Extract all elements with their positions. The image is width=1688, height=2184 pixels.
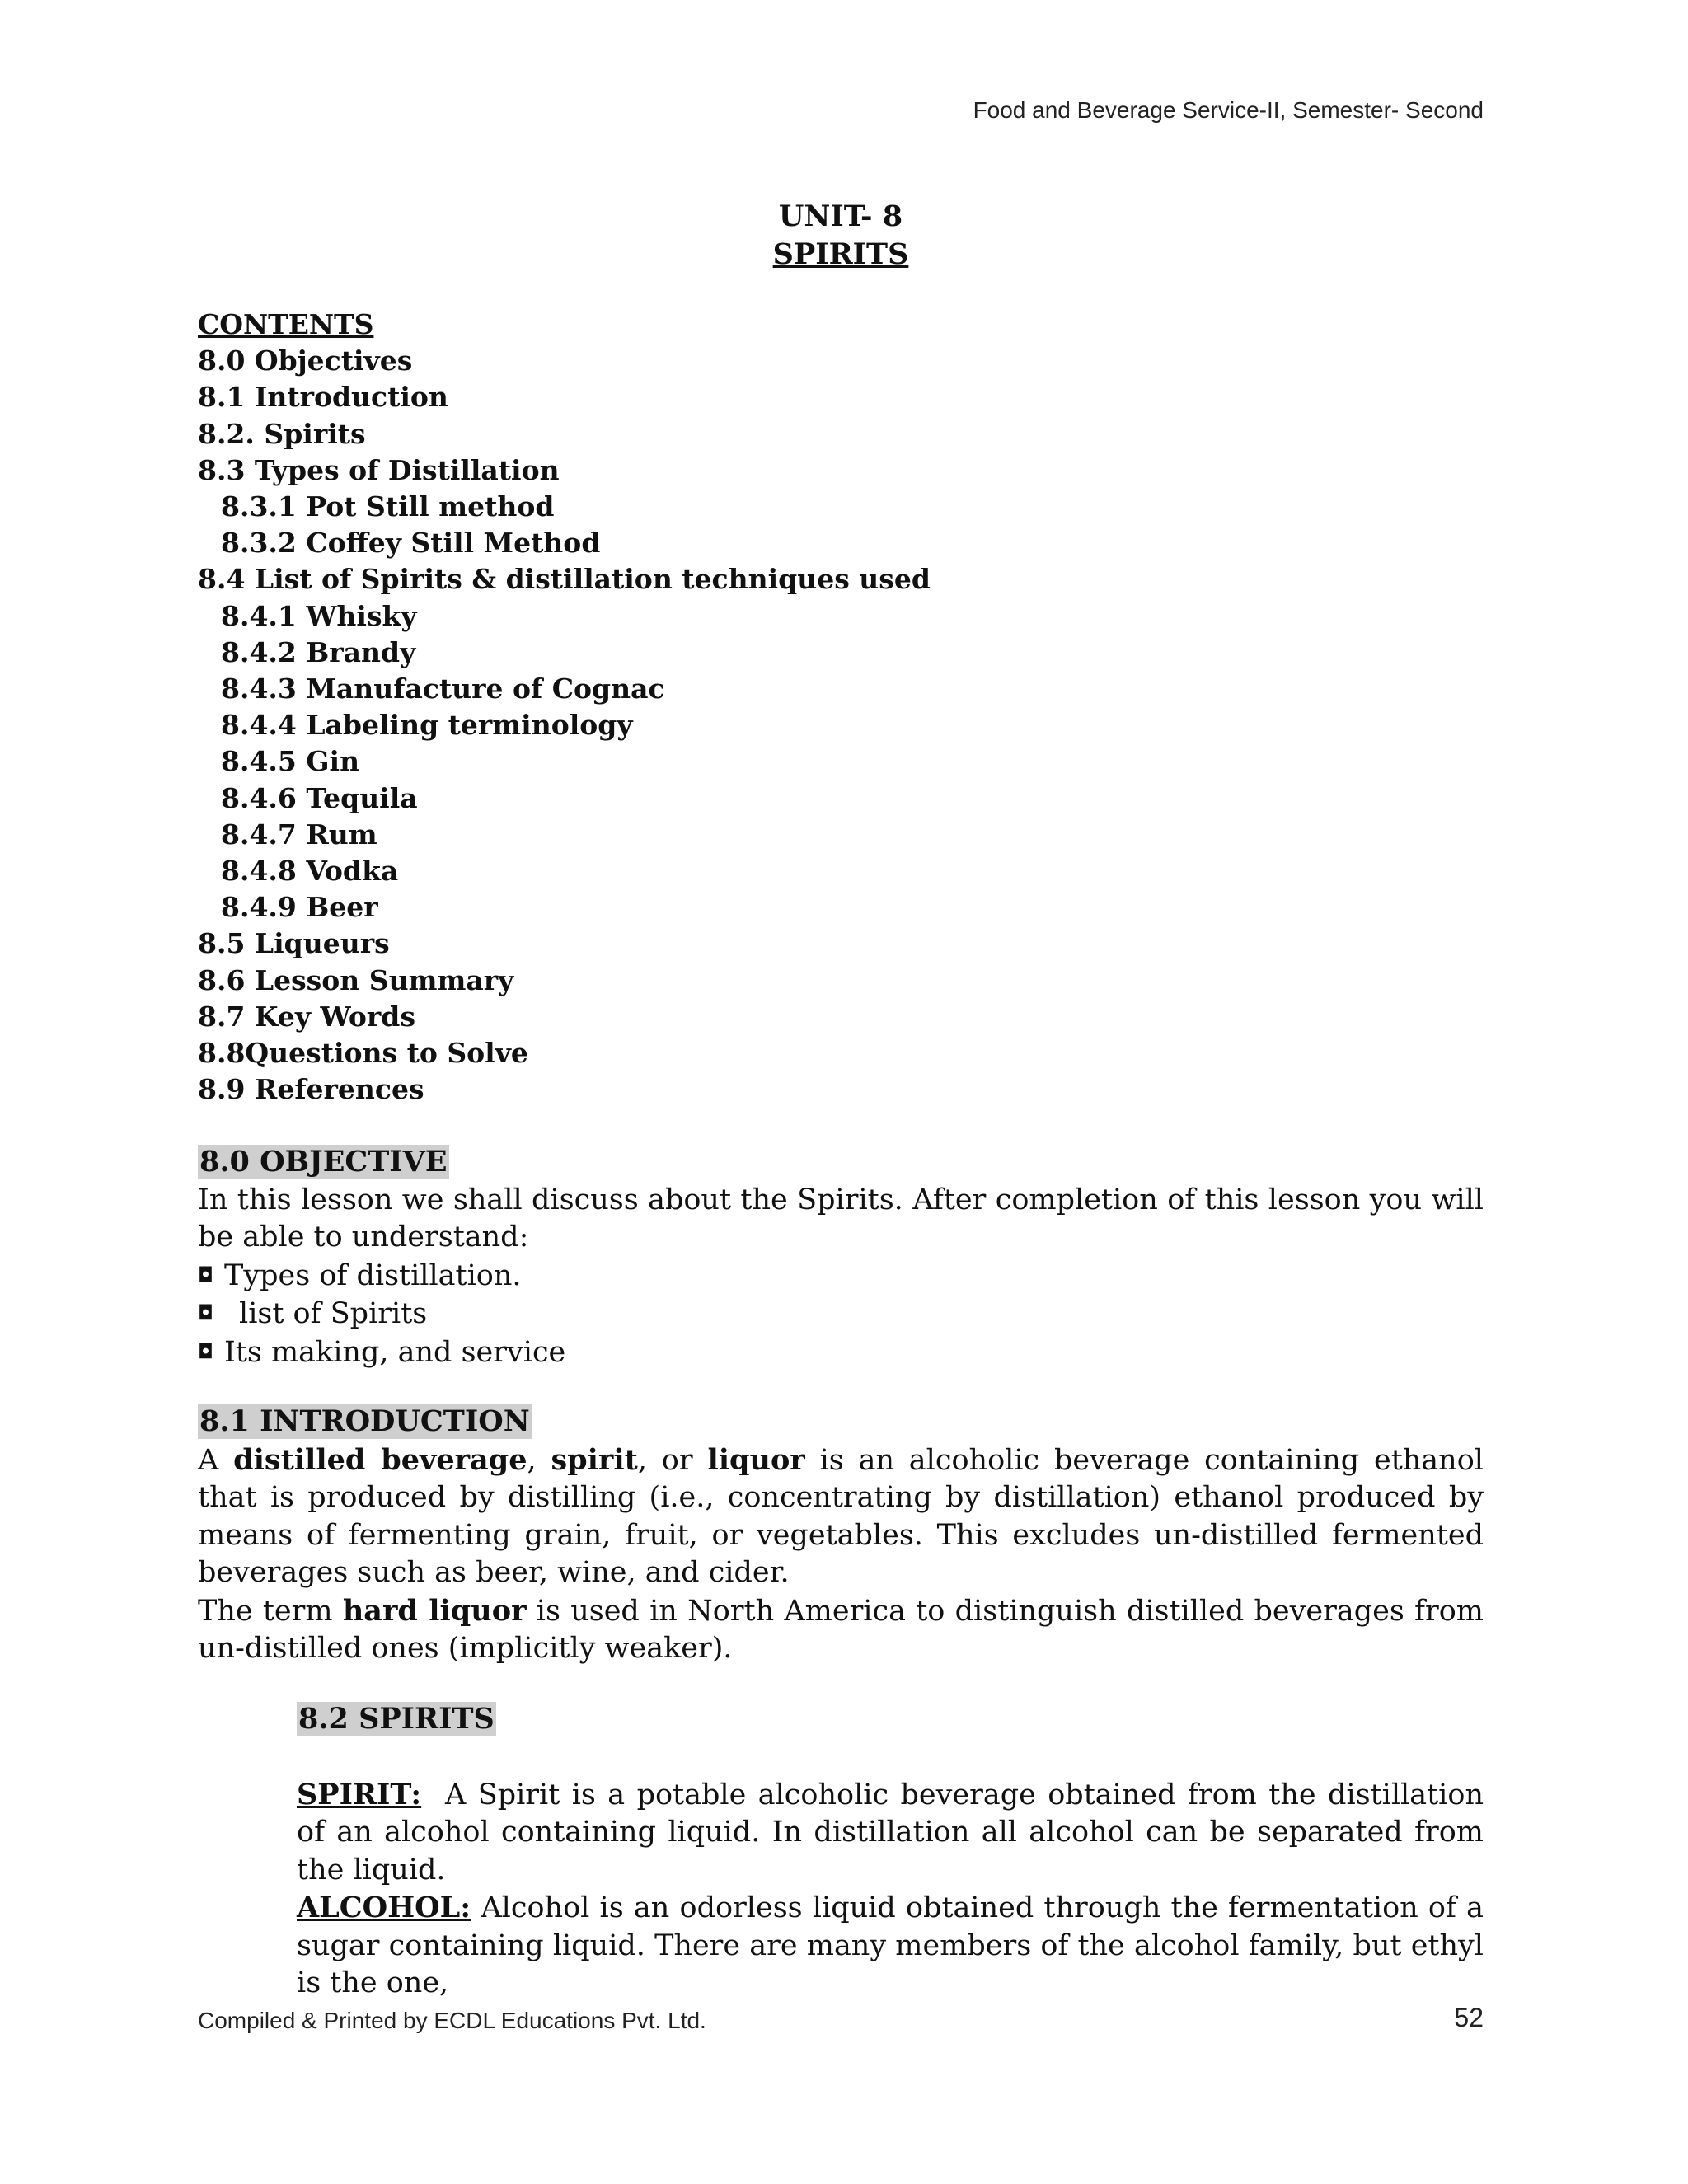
- page-number: 52: [1454, 2003, 1484, 2032]
- contents-subitem: 8.4.6 Tequila: [221, 781, 418, 814]
- contents-subitem: 8.4.8 Vodka: [221, 855, 399, 888]
- contents-subitem: 8.4.7 Rum: [221, 818, 377, 851]
- list-item: ◘ list of Spirits: [198, 1295, 1484, 1333]
- contents-subitem: 8.4.5 Gin: [221, 745, 360, 778]
- introduction-paragraph-1: A distilled beverage, spirit, or liquor is an alcoholic beverage containing ethanol that is produced by distilling (i.e., concentrating by distillation) ethanol produced by means of fermenting grain, fruit, or vegetables. This excludes un-distilled fermented beverages such as beer, wine, and cider.: [198, 1442, 1484, 1589]
- list-item: ◘ Types of distillation.: [198, 1257, 1484, 1296]
- contents-subitem: 8.4.4 Labeling terminology: [221, 709, 633, 742]
- contents-subitem: 8.3.1 Pot Still method: [221, 490, 555, 523]
- running-header: Food and Beverage Service-II, Semester- Second: [973, 97, 1484, 123]
- contents-item: 8.7 Key Words: [198, 1000, 415, 1033]
- unit-name: SPIRITS: [772, 237, 909, 271]
- contents-item: 8.3 Types of Distillation: [198, 453, 560, 486]
- objective-heading: 8.0 OBJECTIVE: [199, 1145, 448, 1179]
- contents-item: 8.8Questions to Solve: [198, 1037, 528, 1070]
- introduction-section: [198, 1404, 1484, 1668]
- contents-item: 8.0 Objectives: [198, 344, 413, 377]
- contents-list: [198, 307, 1269, 1108]
- objective-text: In this lesson we shall discuss about the Spirits. After completion of this lesson you will be able to understand:: [198, 1183, 1484, 1254]
- list-item: ◘ Its making, and service: [198, 1333, 1484, 1372]
- contents-subitem: 8.4.1 Whisky: [221, 599, 417, 632]
- contents-item: 8.2. Spirits: [198, 417, 366, 450]
- spirits-section: [297, 1701, 1484, 2003]
- contents-item: 8.9 References: [198, 1073, 424, 1106]
- contents-subitem: 8.4.3 Manufacture of Cognac: [221, 673, 665, 705]
- footer-credit: Compiled & Printed by ECDL Educations Pvt. Ltd.: [198, 2008, 706, 2033]
- spirit-term: SPIRIT:: [297, 1777, 422, 1811]
- introduction-paragraph-2: The term hard liquor is used in North America to distinguish distilled beverages from un-distilled ones (implicitly weaker).: [198, 1593, 1484, 1665]
- introduction-heading: 8.1 INTRODUCTION: [199, 1404, 530, 1438]
- objective-section: [198, 1144, 1484, 1371]
- contents-subitem: 8.4.2 Brandy: [221, 635, 416, 668]
- alcohol-definition: ALCOHOL: Alcohol is an odorless liquid obtained through the fermentation of a sugar containing liquid. There are many members of the alcohol family, but ethyl is the one,: [297, 1891, 1484, 1999]
- contents-item: 8.5 Liqueurs: [198, 927, 390, 960]
- contents-subitem: 8.3.2 Coffey Still Method: [221, 527, 601, 560]
- bullet-icon: ◘: [198, 1339, 213, 1363]
- contents-subitem: 8.4.9 Beer: [221, 891, 378, 924]
- contents-item: 8.6 Lesson Summary: [198, 963, 514, 996]
- unit-number: UNIT- 8: [778, 199, 903, 233]
- unit-title: [577, 198, 1104, 274]
- bullet-icon: ◘: [198, 1263, 213, 1286]
- contents-heading: CONTENTS: [198, 308, 374, 340]
- alcohol-term: ALCOHOL:: [297, 1891, 471, 1924]
- spirit-definition: SPIRIT: A Spirit is a potable alcoholic beverage obtained from the distillation of an alcohol containing liquid. In distillation all alcohol can be separated from the liquid.: [297, 1777, 1484, 1886]
- bullet-icon: ◘: [198, 1301, 213, 1324]
- spirits-heading: 8.2 SPIRITS: [298, 1702, 495, 1736]
- objective-bullets: [198, 1257, 1484, 1372]
- contents-item: 8.1 Introduction: [198, 381, 448, 414]
- contents-item: 8.4 List of Spirits & distillation techniques used: [198, 563, 931, 596]
